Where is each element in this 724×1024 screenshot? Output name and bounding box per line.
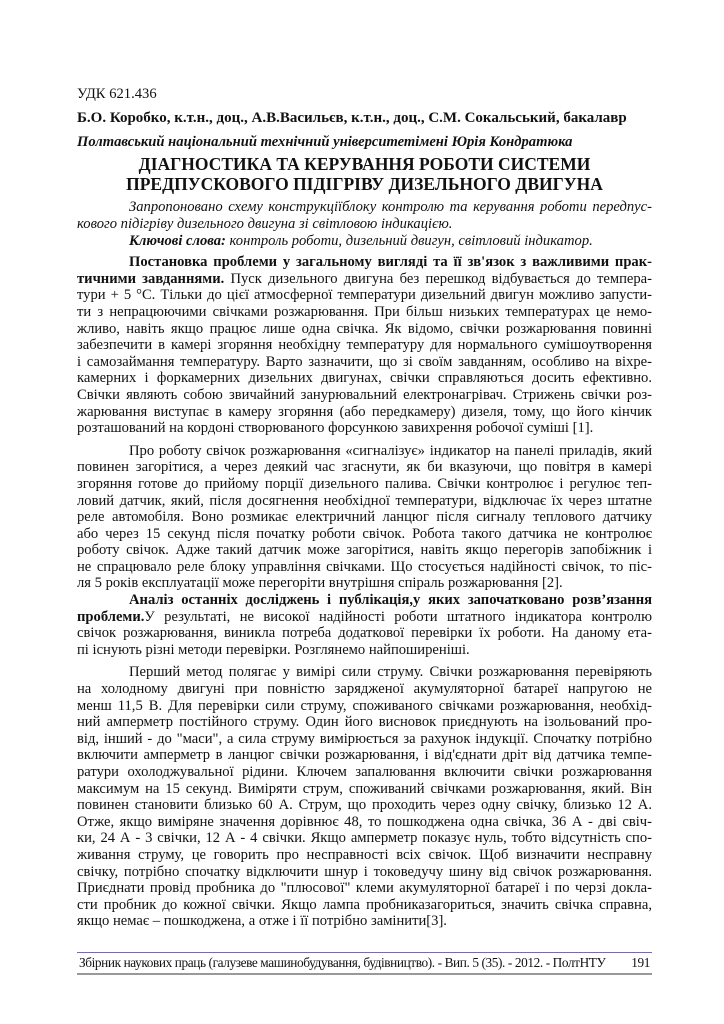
- section-heading: Аналіз останніх досліджень і публікація,у яких започатковано розв’язання: [129, 592, 652, 609]
- section-heading: проблеми.: [77, 608, 145, 625]
- text-line: жливо, навіть якщо працює лише одна свічка. Як відомо, свічки розжарювання повинні: [77, 320, 652, 337]
- section-heading: тичними завданнями.: [77, 270, 225, 287]
- text-line: або через 15 секунд після початку роботи свічок. Робота такого датчика не контролює: [77, 525, 652, 542]
- text-line: Приєднати провід пробника до "плюсової" клеми акумуляторної батареї і по черзі докла-: [77, 880, 652, 897]
- text-line: повинен становити близько 60 А. Струм, що проходить через одну свічку, близько 12 А.: [77, 797, 652, 814]
- abstract-line: Запропоновано схему конструкціїблоку контролю та керування роботи передпус-: [129, 199, 652, 215]
- text-line: і самозаймання температуру. Варто зазначити, що зі своїм завданням, особливо на віхре-: [77, 353, 652, 370]
- text-line: ловий датчик, який, після досягнення необхідної температури, відключає їх через штатне: [77, 492, 652, 509]
- abstract-line: кового підігріву дизельного двигуна зі світловою індикацією.: [77, 215, 453, 232]
- text-line: Перший метод полягає у вимірі сили струму. Свічки розжарювання перевіряють: [129, 664, 652, 681]
- text-line: жарювання виступає в камеру згоряння (або передкамеру) дизеля, тому, що його кінчик: [77, 403, 652, 420]
- text-line: живання струму, це говорить про несправності всіх свічок. Щоб визначити несправну: [77, 846, 652, 863]
- text-line: на холодному двигуні при повністю зарядженої акумуляторної батареї напругою не: [77, 681, 652, 698]
- text-line: реле автомобіля. Воно розмикає електричний ланцюг після сигналу теплового датчику: [77, 509, 652, 526]
- text-run: У результаті, не високої надійності роботи штатного індикатора контролю: [144, 608, 652, 625]
- abstract: [77, 199, 652, 232]
- text-line: від, інший - до "маси", а сила струму вимірюється за рахунок індукції. Спочатку потрібно: [77, 730, 652, 747]
- text-line: менш 11,5 В. Для перевірки сили струму, споживаного свічками розжарювання, необхід-: [77, 697, 652, 714]
- text-line: Про роботу свічок розжарювання «сигналізує» індикатор на панелі приладів, який: [129, 442, 652, 459]
- journal-citation: Збірник наукових праць (галузеве машинобудування, будівництво). - Вип. 5 (35). - 2012. - ПолтНТУ: [79, 955, 606, 970]
- title-line: ДІАГНОСТИКА ТА КЕРУВАННЯ РОБОТИ СИСТЕМИ: [138, 154, 591, 174]
- document-page: [77, 84, 652, 930]
- keywords-text: контроль роботи, дизельний двигун, світловий індикатор.: [225, 233, 593, 250]
- footer-rule: [77, 973, 652, 975]
- keywords: [77, 232, 652, 250]
- text-line: свічку, потрібно спочатку відключити шнур і токоведучу шину від свічок розжарювання.: [77, 863, 652, 880]
- text-line: [77, 609, 652, 626]
- text-line: ний амперметр постійного струму. Один його висновок приєднують на ізольований про-: [77, 714, 652, 731]
- text-line: згоряння готове до прийому порції дизельного палива. Свічки контролює і регулює теп-: [77, 475, 652, 492]
- text-line: [77, 271, 652, 288]
- section-heading: Постановка проблеми у загальному вигляді та її зв'язок з важливими прак-: [129, 254, 652, 271]
- text-run: Пуск дизельного двигуна без перешкод відбувається до темпера-: [224, 270, 652, 287]
- text-line: Свічки являють собою звичайний занурювальний електронагрівач. Стрижень свічки роз-: [77, 386, 652, 403]
- text-line: камерних і форкамерних дизельних двигунах, свічки справляються досить ефективно.: [77, 370, 652, 387]
- page-footer: [77, 952, 652, 975]
- article-title: [77, 154, 652, 194]
- text-line: ти з непрацюючими свічками розжарювання. При більш низьких температурах це немо-: [77, 303, 652, 320]
- text-line: роботу свічок. Адже такий датчик може загорітися, навіть якщо перегорів запобіжник і: [77, 542, 652, 559]
- body-text: [77, 254, 652, 930]
- text-line: якщо немає – пошкоджена, а отже і її потрібно замінити[3].: [77, 913, 447, 930]
- page-number: 191: [631, 955, 650, 970]
- keywords-label: Ключові слова:: [129, 233, 226, 250]
- paragraph: [77, 664, 652, 930]
- text-line: максимум на 15 секунд. Виміряти струм, споживаний свічками розжарювання, який. Він: [77, 780, 652, 797]
- text-line: свічок розжарювання, виникла потреба додаткової перевірки їх роботи. На даному ета-: [77, 625, 652, 642]
- text-line: сти пробник до кожної свічки. Якщо лампа пробниказагориться, значить свічка справна,: [77, 896, 652, 913]
- affiliation: Полтавський національний технічний університетімені Юрія Кондратюка: [77, 134, 573, 150]
- text-line: забезпечити в камері згоряння необхідну температуру для нормального сумішоутворення: [77, 337, 652, 354]
- paragraph: [77, 254, 652, 437]
- text-line: тури + 5 °С. Тільки до цієї атмосферної температури дизельний двигун можливо запусти-: [77, 287, 652, 304]
- udk-code: УДК 621.436: [77, 86, 157, 102]
- text-line: повинен загорітися, а через деякий час згаснути, як би вказуючи, що повітря в камері: [77, 459, 652, 476]
- paragraph: [77, 443, 652, 592]
- text-line: не спрацювало реле блоку управління свічками. Що стосується надійності свічок, то піс-: [77, 558, 652, 575]
- text-line: ки, 24 А - 3 свічки, 12 А - 4 свічки. Якщо амперметр показує нуль, тобто відсутність спо-: [77, 830, 652, 847]
- text-line: пі існують різні методи перевірки. Розглянемо найпоширеніші.: [77, 641, 470, 658]
- text-line: ратури охолоджувальної рідини. Ключем запалювання включити свічки розжарювання: [77, 764, 652, 780]
- text-line: включити амперметр в ланцюг свічки розжарювання, і від'єднати дріт від датчика темпе-: [77, 747, 652, 764]
- text-line: Отже, якщо виміряне значення дорівнює 48, то пошкоджена одна свічка, 36 А - дві свіч-: [77, 813, 652, 830]
- title-line: ПРЕДПУСКОВОГО ПІДІГРІВУ ДИЗЕЛЬНОГО ДВИГУНА: [126, 174, 603, 194]
- text-line: ля 5 років експлуатації може перегоріти внутрішня спіраль розжарювання [2].: [77, 575, 563, 592]
- authors: Б.О. Коробко, к.т.н., доц., А.В.Васильєв, к.т.н., доц., С.М. Сокальський, бакалавр: [77, 110, 627, 126]
- text-line: розташований на кордоні створюваного форсункою завихрення робочої суміші [1].: [77, 420, 594, 437]
- text-line: [77, 254, 652, 271]
- text-line: [77, 592, 652, 609]
- paragraph: [77, 592, 652, 658]
